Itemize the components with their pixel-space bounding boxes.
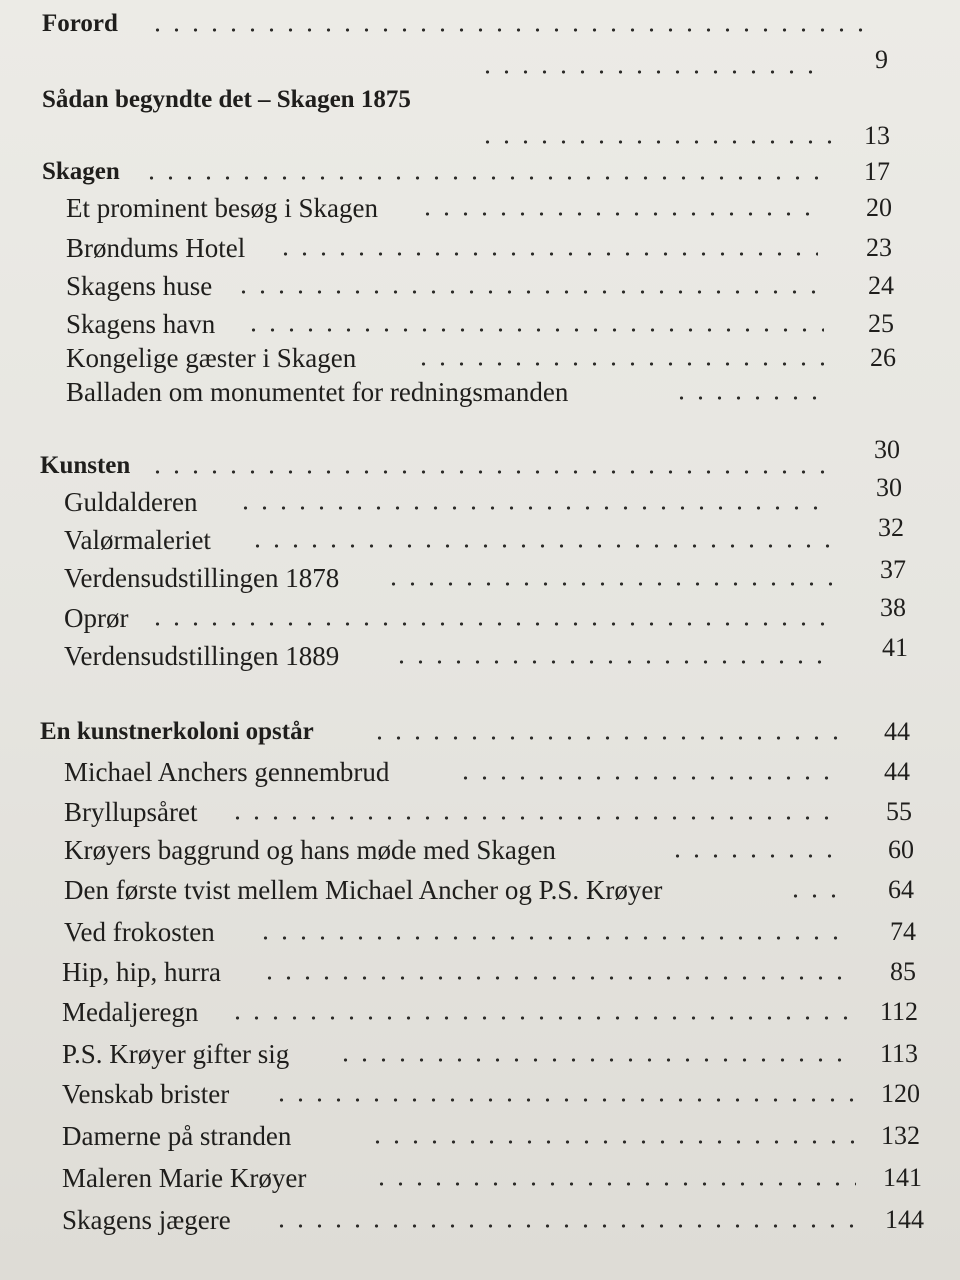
- toc-entry-title: Hip, hip, hurra: [62, 957, 221, 987]
- toc-entry-page: 144: [885, 1205, 924, 1234]
- dot-leader: [672, 396, 828, 400]
- dot-leader: [370, 736, 840, 740]
- toc-entry-section: [0, 1116, 960, 1156]
- toc-entry-title: Venskab brister: [62, 1079, 230, 1109]
- dot-leader: [392, 660, 836, 664]
- dot-leader: [276, 252, 818, 256]
- dot-leader: [478, 140, 838, 144]
- toc-entry-chapter: [0, 712, 960, 752]
- toc-entry-section: [0, 1074, 960, 1114]
- toc-entry-page: 20: [866, 193, 892, 222]
- toc-entry-page: 30: [876, 473, 902, 502]
- toc-entry-title: Skagens havn: [66, 309, 216, 339]
- toc-entry-section: [0, 912, 960, 952]
- toc-entry-page: 85: [890, 957, 916, 986]
- dot-leader: [786, 894, 846, 898]
- toc-entry-title: Maleren Marie Krøyer: [62, 1163, 307, 1193]
- dot-leader: [256, 936, 848, 940]
- toc-entry-page: 113: [879, 1039, 918, 1068]
- toc-entry-page: 38: [880, 593, 906, 622]
- toc-entry-title: Et prominent besøg i Skagen: [66, 193, 378, 223]
- toc-entry-page: 141: [883, 1163, 922, 1192]
- toc-entry-section: [0, 266, 960, 306]
- toc-entry-title: Valørmaleriet: [64, 525, 211, 555]
- toc-entry-title: Brøndums Hotel: [66, 233, 246, 263]
- toc-entry-title: Bryllupsåret: [64, 797, 198, 827]
- toc-entry-section: [0, 228, 960, 268]
- toc-entry-section: [0, 1158, 960, 1198]
- dot-leader: [244, 328, 824, 332]
- toc-entry-page: 55: [886, 797, 912, 826]
- toc-entry-section: [0, 752, 960, 792]
- dot-leader: [148, 622, 834, 626]
- toc-entry-chapter: [0, 152, 960, 192]
- toc-entry-title: Medaljeregn: [62, 997, 199, 1027]
- toc-entry-page: 74: [890, 917, 916, 946]
- toc-entry-section: [0, 372, 960, 412]
- dot-leader: [234, 290, 824, 294]
- toc-entry-chapter: [0, 80, 960, 120]
- toc-entry-title: Kongelige gæster i Skagen: [66, 343, 357, 373]
- dot-leader: [372, 1182, 856, 1186]
- dot-leader: [142, 176, 818, 180]
- toc-entry-title: Kunsten: [40, 452, 131, 479]
- toc-entry-section: [0, 830, 960, 870]
- toc-entry-forord: [0, 4, 960, 44]
- toc-entry-section: [0, 792, 960, 832]
- dot-leader: [272, 1098, 854, 1102]
- dot-leader: [148, 28, 868, 32]
- dot-leader: [668, 854, 844, 858]
- toc-entry-page: 23: [866, 233, 892, 262]
- dot-leader: [384, 582, 832, 586]
- toc-entry-title: Michael Anchers gennembrud: [64, 757, 390, 787]
- toc-entry-page: 44: [884, 757, 910, 786]
- toc-entry-page: 25: [868, 309, 894, 338]
- toc-entry-page: 24: [868, 271, 894, 300]
- toc-entry-page: 9: [875, 45, 888, 74]
- toc-entry-title: Skagens huse: [66, 271, 213, 301]
- toc-entry-page: 13: [864, 121, 890, 150]
- toc-entry-page: 32: [878, 513, 904, 542]
- toc-entry-title: Guldalderen: [64, 487, 198, 517]
- toc-entry-title: Verdensudstillingen 1889: [64, 641, 340, 671]
- toc-entry-section: [0, 952, 960, 992]
- toc-entry-title: Sådan begyndte det – Skagen 1875: [42, 86, 411, 113]
- dot-leader: [336, 1058, 852, 1062]
- dot-leader: [478, 70, 818, 74]
- toc-entry-title: Skagens jægere: [62, 1205, 231, 1235]
- dot-leader: [456, 776, 840, 780]
- toc-entry-section: [0, 1034, 960, 1074]
- toc-entry-page: 44: [884, 717, 910, 746]
- toc-entry-title: Den første tvist mellem Michael Ancher og P.S. Krøyer: [64, 875, 663, 905]
- toc-entry-page: 41: [882, 633, 908, 662]
- toc-entry-title: Balladen om monumentet for redningsmanden: [66, 377, 569, 407]
- toc-entry-page: 112: [879, 997, 918, 1026]
- toc-entry-title: Verdensudstillingen 1878: [64, 563, 340, 593]
- toc-entry-page: 30: [874, 435, 900, 464]
- toc-entry-section: [0, 870, 960, 910]
- toc-page-number-row: [0, 40, 960, 80]
- toc-blank-leader-row: [0, 116, 960, 156]
- toc-entry-title: Damerne på stranden: [62, 1121, 292, 1151]
- toc-entry-section: [0, 636, 960, 676]
- toc-entry-section: [0, 188, 960, 228]
- dot-leader: [248, 544, 832, 548]
- toc-entry-title: P.S. Krøyer gifter sig: [62, 1039, 290, 1069]
- dot-leader: [414, 362, 824, 366]
- dot-leader: [260, 976, 850, 980]
- toc-entry-page: 120: [881, 1079, 920, 1108]
- toc-entry-title: Ved frokosten: [64, 917, 215, 947]
- dot-leader: [228, 1016, 852, 1020]
- toc-entry-section: [0, 1200, 960, 1240]
- toc-entry-page: 60: [888, 835, 914, 864]
- toc-entry-title: Skagen: [42, 158, 120, 185]
- toc-entry-title: En kunstnerkoloni opstår: [40, 718, 314, 745]
- dot-leader: [418, 212, 818, 216]
- toc-entry-section: [0, 992, 960, 1032]
- dot-leader: [272, 1224, 858, 1228]
- toc-entry-title: Oprør: [64, 603, 129, 633]
- toc-entry-page: 37: [880, 555, 906, 584]
- toc-entry-title: Krøyers baggrund og hans møde med Skagen: [64, 835, 556, 865]
- toc-entry-page: 132: [881, 1121, 920, 1150]
- toc-entry-page: 26: [870, 343, 896, 372]
- toc-entry-title: Forord: [42, 10, 118, 37]
- toc-entry-page: 64: [888, 875, 914, 904]
- dot-leader: [228, 816, 842, 820]
- dot-leader: [368, 1140, 854, 1144]
- toc-entry-page: 17: [864, 157, 890, 186]
